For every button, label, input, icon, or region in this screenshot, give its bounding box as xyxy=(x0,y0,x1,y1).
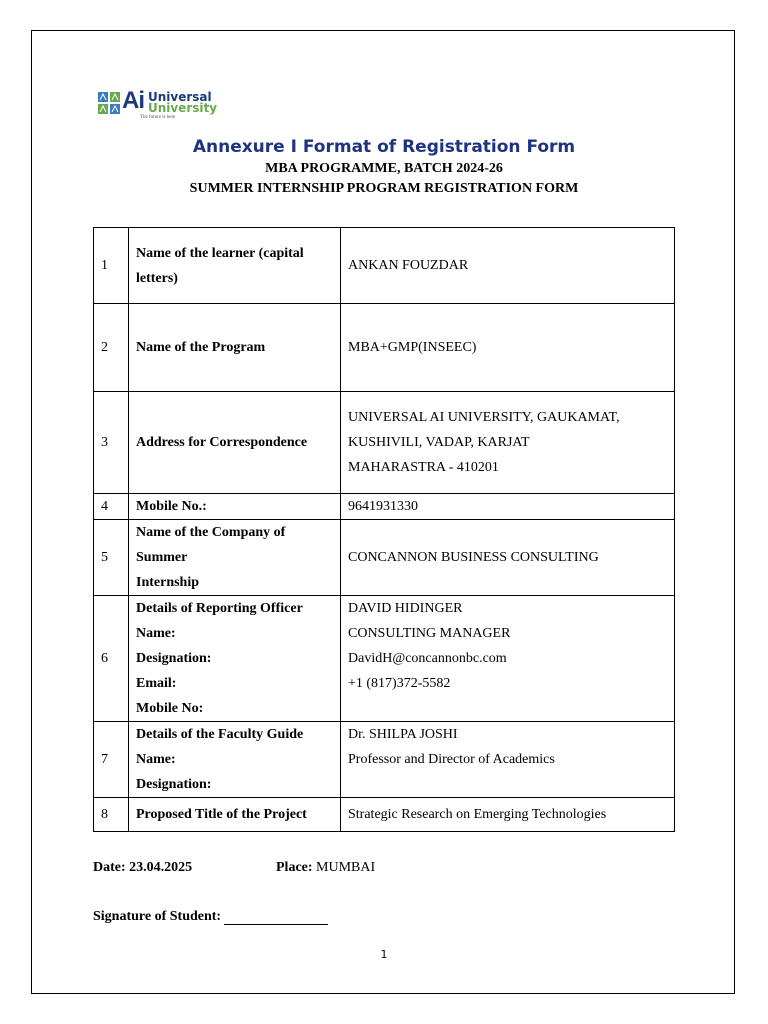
field-label-line: Name: xyxy=(136,752,176,767)
row-number: 8 xyxy=(94,798,129,832)
row-number: 3 xyxy=(94,392,129,494)
table-row xyxy=(94,798,675,832)
field-value xyxy=(341,392,675,494)
field-value-line: KUSHIVILI, VADAP, KARJAT xyxy=(348,435,530,450)
field-label xyxy=(129,304,341,392)
row-number: 7 xyxy=(94,722,129,798)
logo-mark-icon xyxy=(98,92,120,114)
field-value-line: 9641931330 xyxy=(348,499,418,514)
row-number: 5 xyxy=(94,520,129,596)
field-value xyxy=(341,520,675,596)
row-number: 4 xyxy=(94,494,129,520)
field-value-line: +1 (817)372-5582 xyxy=(348,676,451,691)
row-number: 1 xyxy=(94,228,129,304)
field-value-line: DAVID HIDINGER xyxy=(348,601,463,616)
field-value xyxy=(341,596,675,722)
field-label xyxy=(129,520,341,596)
field-label-line: Name of the learner (capital xyxy=(136,245,304,261)
field-label-line: Address for Correspondence xyxy=(136,435,308,450)
field-value-line: DavidH@concannonbc.com xyxy=(348,651,507,666)
field-label-line: Designation: xyxy=(136,777,212,792)
field-label-line: letters) xyxy=(136,270,178,286)
field-label-line: Name of the Program xyxy=(136,340,266,355)
registration-table xyxy=(93,227,675,832)
place-value: MUMBAI xyxy=(316,860,376,875)
signature-line xyxy=(224,910,328,925)
field-label-line: Mobile No: xyxy=(136,701,204,716)
field-label-line: Email: xyxy=(136,676,177,691)
form-title: Annexure I Format of Registration Form xyxy=(192,137,576,157)
field-value-line: MAHARASTRA - 410201 xyxy=(348,460,499,475)
signature-field xyxy=(93,909,328,925)
field-value xyxy=(341,228,675,304)
table-row xyxy=(94,228,675,304)
university-logo xyxy=(98,88,228,124)
field-label-line: Mobile No.: xyxy=(136,499,207,514)
field-value-line: CONSULTING MANAGER xyxy=(348,626,511,641)
field-value-line: MBA+GMP(INSEEC) xyxy=(348,340,477,355)
field-label xyxy=(129,798,341,832)
field-value-line: UNIVERSAL AI UNIVERSITY, GAUKAMAT, xyxy=(348,410,620,425)
date-field xyxy=(93,860,192,876)
row-number: 6 xyxy=(94,596,129,722)
field-value xyxy=(341,494,675,520)
table-row xyxy=(94,520,675,596)
field-label-line: Name of the Company of xyxy=(136,525,286,540)
table-row xyxy=(94,304,675,392)
row-number: 2 xyxy=(94,304,129,392)
field-label-line: Summer xyxy=(136,550,188,565)
table-row xyxy=(94,392,675,494)
page-number: 1 xyxy=(380,948,388,961)
logo-word-universal: Universal xyxy=(148,90,212,104)
table-row xyxy=(94,494,675,520)
table-row xyxy=(94,596,675,722)
signature-label: Signature of Student: xyxy=(93,909,222,924)
field-label-line: Details of the Faculty Guide xyxy=(136,727,304,742)
field-value-line: Professor and Director of Academics xyxy=(348,752,555,767)
field-label-line: Proposed Title of the Project xyxy=(136,807,307,822)
table-row xyxy=(94,722,675,798)
field-value-line: Dr. SHILPA JOSHI xyxy=(348,727,458,742)
field-value-line: ANKAN FOUZDAR xyxy=(348,258,469,273)
date-label: Date: xyxy=(93,860,126,875)
field-value-line: Strategic Research on Emerging Technologies xyxy=(348,807,607,822)
field-label-line: Internship xyxy=(136,575,200,590)
field-label-line: Name: xyxy=(136,626,176,641)
programme-subtitle: MBA PROGRAMME, BATCH 2024-26 xyxy=(265,161,503,176)
field-label xyxy=(129,596,341,722)
field-label-line: Details of Reporting Officer xyxy=(136,601,303,616)
field-value xyxy=(341,798,675,832)
field-value xyxy=(341,722,675,798)
place-label: Place: xyxy=(276,860,313,875)
logo-tagline: The future is here xyxy=(140,115,176,120)
logo-mark-text: Ai xyxy=(122,87,144,114)
field-label-line: Designation: xyxy=(136,651,212,666)
field-label xyxy=(129,722,341,798)
form-subtitle: SUMMER INTERNSHIP PROGRAM REGISTRATION FORM xyxy=(189,181,579,196)
field-label xyxy=(129,494,341,520)
date-value: 23.04.2025 xyxy=(129,860,193,875)
place-field xyxy=(276,860,375,876)
field-value-line: CONCANNON BUSINESS CONSULTING xyxy=(348,550,599,565)
logo-word-university: University xyxy=(148,101,218,115)
field-label xyxy=(129,392,341,494)
field-value xyxy=(341,304,675,392)
field-label xyxy=(129,228,341,304)
